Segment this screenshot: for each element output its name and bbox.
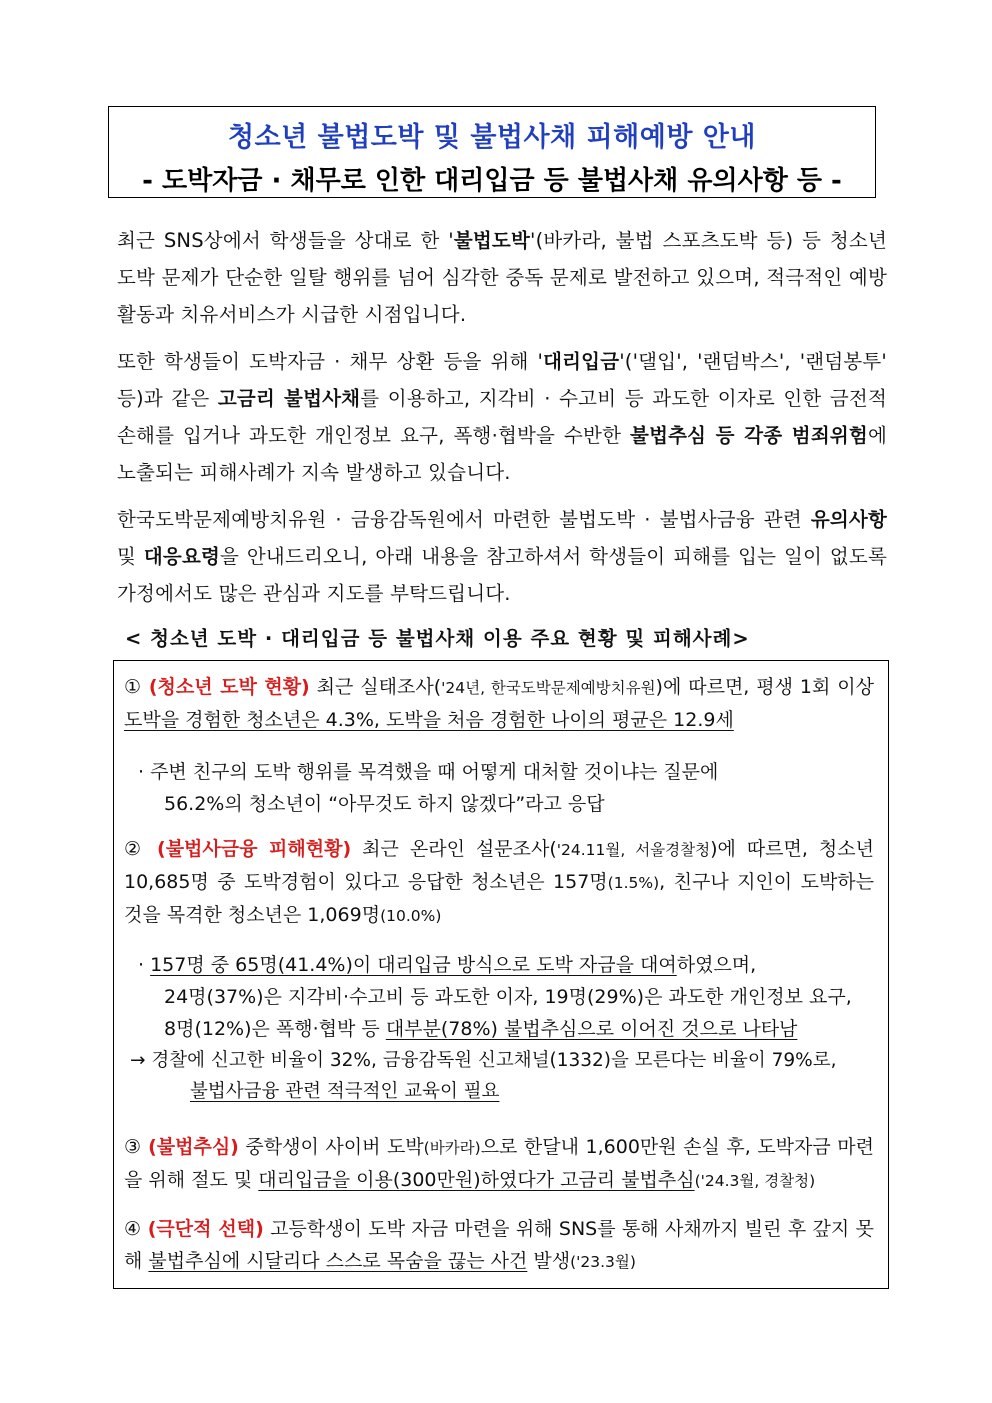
case-item-1: ① (청소년 도박 현황) 최근 실태조사('24년, 한국도박문제예방치유원)에 따르면, 평생 1회 이상 도박을 경험한 청소년은 4.3%, 도박을 처음 경험한 나이의 평균은 12.9세 — [124, 676, 874, 731]
section-title: < 청소년 도박 · 대리입금 등 불법사채 이용 주요 현황 및 피해사례> — [125, 627, 750, 650]
intro-paragraph-2: 또한 학생들이 도박자금 · 채무 상환 등을 위해 '대리입금'('댈입', '랜덤박스', '랜덤봉투' 등)과 같은 고금리 불법사채를 이용하고, 지각비 · 수고비 등 과도한 이자로 인한 금전적 손해를 입거나 과도한 개인정보 요구, 폭행·협박을 수반한 불법추심 등 각종 범죄위험에 노출되는 피해사례가 지속 발생하고 있습니다. — [117, 350, 887, 484]
intro-paragraph-1: 최근 SNS상에서 학생들을 상대로 한 '불법도박'(바카라, 불법 스포츠도박 등) 등 청소년 도박 문제가 단순한 일탈 행위를 넘어 심각한 중독 문제로 발전하고 있으며, 적극적인 예방활동과 치유서비스가 시급한 시점입니다. — [117, 229, 888, 326]
case-item-3: ③ (불법추심) 중학생이 사이버 도박(바카라)으로 한달내 1,600만원 손실 후, 도박자금 마련을 위해 절도 및 대리입금을 이용(300만원)하였다가 고금리 불법추심('24.3월, 경찰청) — [124, 1136, 874, 1191]
case-item-2: ② (불법사금융 피해현황) 최근 온라인 설문조사('24.11월, 서울경찰청)에 따르면, 청소년 10,685명 중 도박경험이 있다고 응답한 청소년은 157명(1.5%), 친구나 지인이 도박하는 것을 목격한 청소년은 1,069명(10.0%) — [124, 838, 875, 926]
page-title: 청소년 불법도박 및 불법사채 피해예방 안내 — [228, 122, 756, 153]
case-item-2-conclusion: → 경찰에 신고한 비율이 32%, 금융감독원 신고채널(1332)을 모른다는 비율이 79%로, 불법사금융 관련 적극적인 교육이 필요 — [130, 1050, 837, 1102]
case-box — [113, 660, 889, 1289]
intro-paragraph-3: 한국도박문제예방치유원 · 금융감독원에서 마련한 불법도박 · 불법사금융 관련 유의사항 및 대응요령을 안내드리오니, 아래 내용을 참고하셔서 학생들이 피해를 입는 일이 없도록 가정에서도 많은 관심과 지도를 부탁드립니다. — [117, 508, 888, 605]
page-subtitle: - 도박자금 · 채무로 인한 대리입금 등 불법사채 유의사항 등 - — [142, 166, 842, 196]
case-item-4: ④ (극단적 선택) 고등학생이 도박 자금 마련을 위해 SNS를 통해 사채까지 빌린 후 갚지 못해 불법추심에 시달리다 스스로 목숨을 끊는 사건 발생('23.3월) — [124, 1218, 874, 1272]
title-box — [108, 106, 876, 198]
arrow-icon: → — [130, 1050, 146, 1071]
case-item-1-detail: · 주변 친구의 도박 행위를 목격했을 때 어떻게 대처할 것이냐는 질문에 56.2%의 청소년이 “아무것도 하지 않겠다”라고 응답 — [138, 761, 719, 815]
case-item-2-detail: · 157명 중 65명(41.4%)이 대리입금 방식으로 도박 자금을 대여하였으며, 24명(37%)은 지각비·수고비 등 과도한 이자, 19명(29%)은 과도한 개인정보 요구, 8명(12%)은 폭행·협박 등 대부분(78%) 불법추심으로 이어진 것으로 나타남 — [138, 954, 852, 1040]
